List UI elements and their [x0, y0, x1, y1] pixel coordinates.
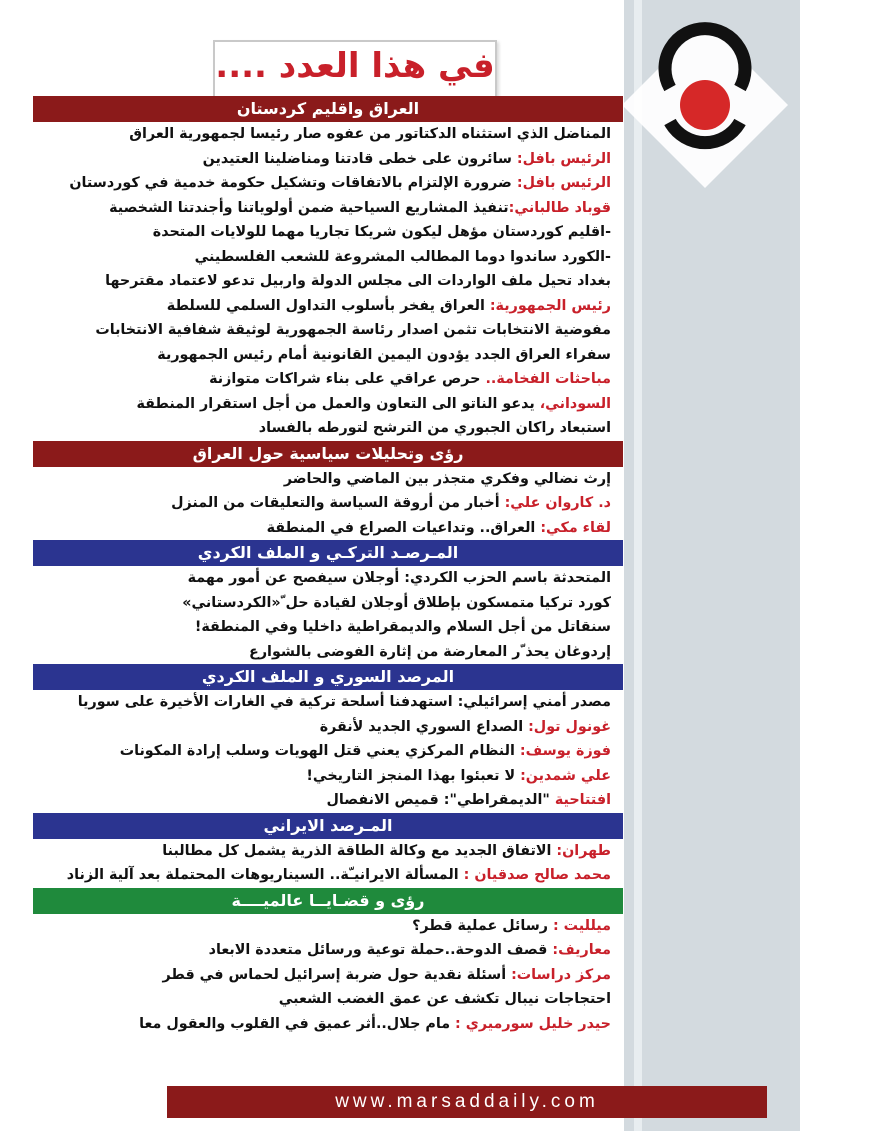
item-author: د. كاروان علي: [504, 495, 611, 511]
list-item[interactable] [33, 839, 623, 864]
section-header: رؤى و قضـايــا عالميــــة [33, 888, 623, 914]
list-item[interactable] [33, 963, 623, 988]
section-items [33, 566, 623, 664]
list-item[interactable] [33, 220, 623, 245]
item-headline: ضرورة الإلتزام بالاتفاقات وتشكيل حكومة خدمية في كوردستان [69, 175, 517, 191]
list-item[interactable] [33, 764, 623, 789]
item-headline: لا تعبئوا بهذا المنجز التاريخي! [306, 767, 521, 784]
list-item[interactable] [33, 491, 623, 516]
section-header: رؤى وتحليلات سياسية حول العراق [33, 441, 623, 467]
list-item[interactable] [33, 987, 623, 1012]
item-headline: احتجاجات نيبال تكشف عن عمق الغضب الشعبي [278, 991, 611, 1007]
item-author: لقاء مكي: [540, 519, 611, 536]
list-item[interactable] [33, 318, 623, 343]
item-headline: رسائل عملية قطر؟ [412, 917, 553, 934]
list-item[interactable] [33, 938, 623, 963]
item-author: حيدر خليل سورميري : [455, 1015, 611, 1032]
issue-title-box [213, 40, 497, 104]
item-headline: بغداد تحيل ملف الواردات الى مجلس الدولة واربيل تدعو لاعتماد مقترحها [105, 273, 611, 289]
section-items [33, 839, 623, 888]
list-item[interactable] [33, 171, 623, 196]
item-headline: إرث نضالي وفكري متجذر بين الماضي والحاضر [283, 470, 611, 487]
section-header: المـرصد الايراني [33, 813, 623, 839]
item-author: فوزة يوسف: [519, 743, 611, 759]
item-headline: إردوغان يحذ ّر المعارضة من إثارة الفوضى بالشوارع [249, 643, 611, 660]
item-headline: قصف الدوحة..حملة توعية ورسائل متعددة الابعاد [208, 942, 553, 958]
item-author: مباحثات الفخامة.. [485, 371, 611, 387]
item-author: محمد صالح صدقيان : [463, 867, 611, 883]
item-author: افتتاحية [554, 792, 611, 808]
item-author: رئيس الجمهورية: [489, 297, 611, 314]
logo-diamond [620, 20, 790, 190]
list-item[interactable] [33, 788, 623, 813]
item-headline: -اقليم كوردستان مؤهل ليكون شريكا تجاريا مهما للولايات المتحدة [152, 224, 611, 240]
list-item[interactable] [33, 343, 623, 368]
section-header: المرصد السوري و الملف الكردي [33, 664, 623, 690]
list-item[interactable] [33, 467, 623, 492]
item-author: الرئيس بافل: [516, 150, 611, 167]
item-headline: سائرون على خطى قادتنا ومناضلينا العتيدين [202, 150, 517, 167]
item-headline: المناضل الذي استثناه الدكتاتور من عفوه صار رئيسا لجمهورية العراق [129, 126, 611, 142]
issue-title: في هذا العدد .... [215, 46, 495, 86]
item-author: ميلليت : [552, 917, 611, 934]
section-items [33, 122, 623, 441]
section-items [33, 914, 623, 1037]
section-header: العراق واقليم كردستان [33, 96, 623, 122]
list-item[interactable] [33, 1012, 623, 1037]
list-item[interactable] [33, 392, 623, 417]
item-headline: المسألة الايرانيـّة.. السيناريوهات المحتملة بعد آلية الزناد [66, 867, 464, 883]
list-item[interactable] [33, 416, 623, 441]
list-item[interactable] [33, 147, 623, 172]
item-headline: سنقاتل من أجل السلام والديمقراطية داخليا وفي المنطقة! [194, 619, 611, 635]
list-item[interactable] [33, 914, 623, 939]
footer-url[interactable]: www.marsaddaily.com [167, 1086, 767, 1118]
item-headline: أخبار من أروقة السياسة والتعليقات من المنزل [171, 495, 505, 511]
list-item[interactable] [33, 640, 623, 665]
item-headline: مفوضية الانتخابات تثمن اصدار رئاسة الجمهورية لوثيقة شفافية الانتخابات [95, 322, 611, 338]
item-headline: سفراء العراق الجدد يؤدون اليمين القانونية أمام رئيس الجمهورية [157, 346, 611, 363]
item-headline: يدعو الناتو الى التعاون والعمل من أجل استقرار المنطقة [136, 395, 540, 412]
item-author: غونول تول: [528, 718, 611, 735]
list-item[interactable] [33, 591, 623, 616]
item-author: قوباد طالباني: [508, 199, 611, 216]
item-headline: كورد تركيا متمسكون بإطلاق أوجلان لقيادة حل ّ«الكردستاني» [182, 594, 611, 611]
item-headline: الصداع السوري الجديد لأنقرة [319, 718, 529, 735]
list-item[interactable] [33, 367, 623, 392]
item-headline: "الديمقراطي": قميص الانفصال [326, 792, 555, 808]
list-item[interactable] [33, 122, 623, 147]
item-headline: الاتفاق الجديد مع وكالة الطاقة الذرية يشمل كل مطالبنا [162, 842, 557, 859]
list-item[interactable] [33, 715, 623, 740]
item-headline: حرص عراقي على بناء شراكات متوازنة [209, 371, 486, 387]
item-headline: تنفيذ المشاريع السياحية ضمن أولوياتنا وأجندتنا الشخصية [109, 199, 509, 216]
item-author: السوداني، [539, 395, 611, 412]
item-headline: استبعاد راكان الجبوري من الترشح لتورطه بالفساد [258, 420, 611, 436]
item-author: الرئيس بافل: [516, 175, 611, 191]
item-headline: مام جلال..أثر عميق في القلوب والعقول معا [139, 1015, 456, 1032]
list-item[interactable] [33, 294, 623, 319]
section-items [33, 467, 623, 541]
item-author: طهران: [556, 842, 611, 859]
item-headline: مصدر أمني إسرائيلي: استهدفنا أسلحة تركية في الغارات الأخيرة على سوريا [77, 694, 611, 710]
list-item[interactable] [33, 566, 623, 591]
list-item[interactable] [33, 196, 623, 221]
list-item[interactable] [33, 690, 623, 715]
list-item[interactable] [33, 245, 623, 270]
item-author: معاريف: [552, 942, 611, 958]
list-item[interactable] [33, 863, 623, 888]
list-item[interactable] [33, 516, 623, 541]
list-item[interactable] [33, 739, 623, 764]
item-headline: النظام المركزي يعني قتل الهويات وسلب إرادة المكونات [119, 743, 520, 759]
item-headline: العراق.. وتداعيات الصراع في المنطقة [266, 519, 541, 536]
item-headline: -الكورد ساندوا دوما المطالب المشروعة للشعب الفلسطيني [194, 248, 611, 265]
item-headline: العراق يفخر بأسلوب التداول السلمي للسلطة [166, 297, 490, 314]
side-vertical-url: marsaddaily.com [814, 340, 883, 1015]
list-item[interactable] [33, 269, 623, 294]
section-header: المـرصـد التركـي و الملف الكردي [33, 540, 623, 566]
contents-list [33, 96, 623, 1036]
item-headline: المتحدثة باسم الحزب الكردي: أوجلان سيفصح عن أمور مهمة [187, 570, 611, 586]
list-item[interactable] [33, 615, 623, 640]
item-author: علي شمدين: [520, 767, 611, 784]
item-author: مركز دراسات: [511, 966, 611, 983]
section-items [33, 690, 623, 813]
item-headline: أسئلة نقدية حول ضربة إسرائيل لحماس في قطر [162, 966, 512, 983]
